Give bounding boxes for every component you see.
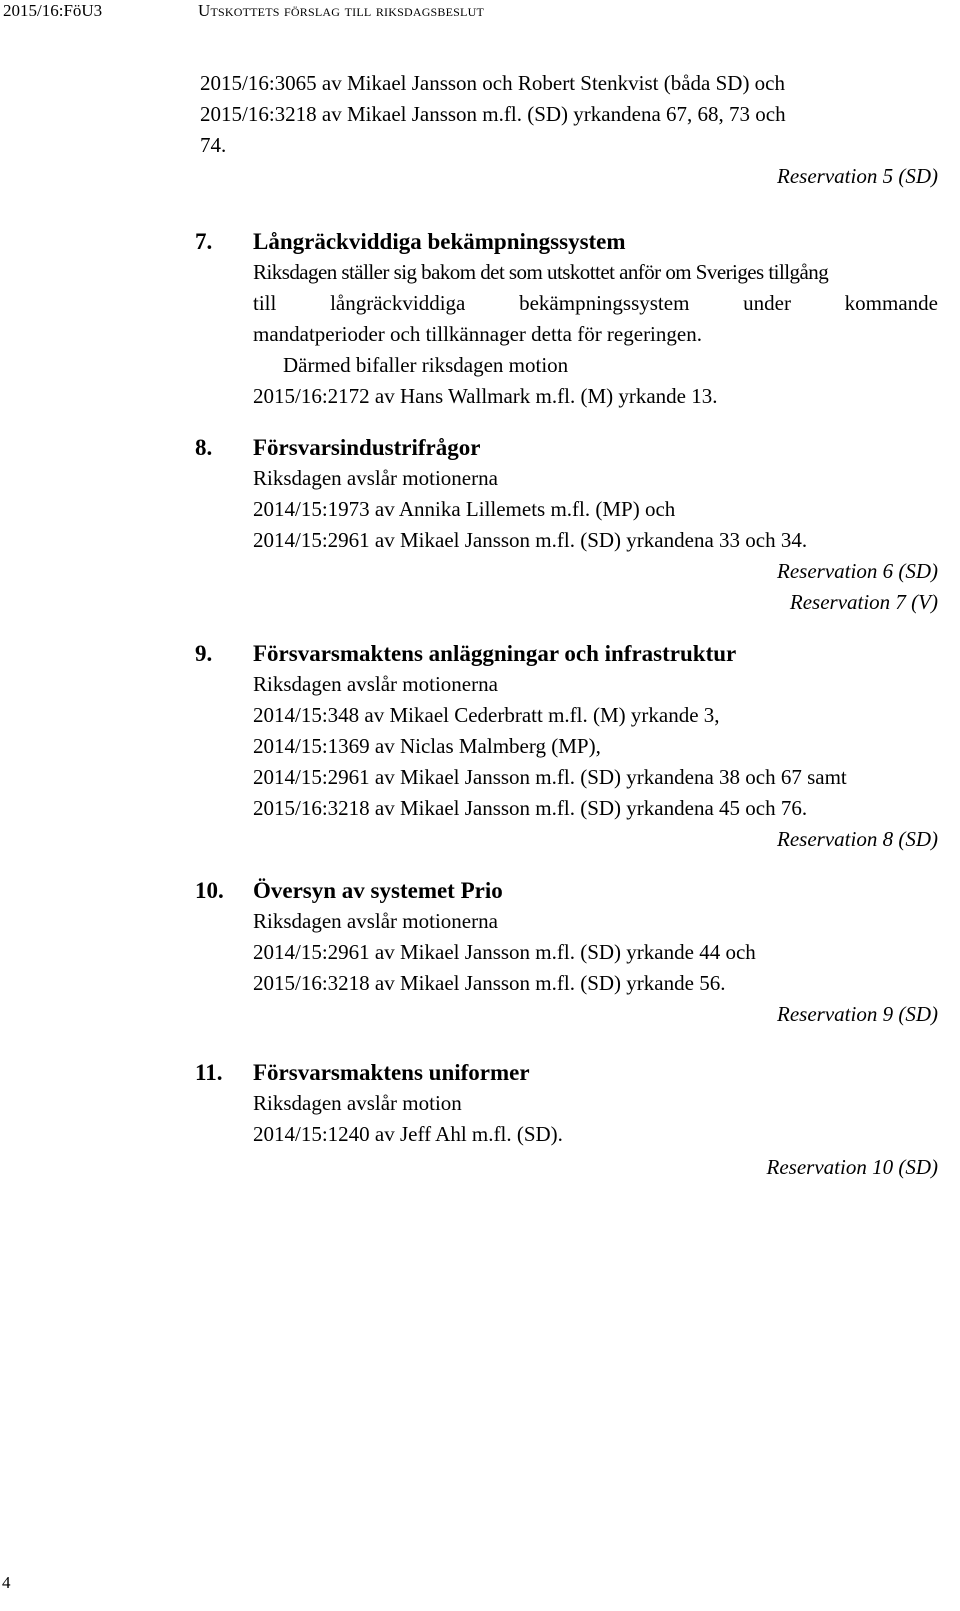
motion-line: 2014/15:348 av Mikael Cederbratt m.fl. (M) yrkande 3, bbox=[253, 703, 720, 727]
reservation-link[interactable]: Reservation 9 (SD) bbox=[777, 1002, 938, 1026]
motion-line: 2015/16:3218 av Mikael Jansson m.fl. (SD) yrkandena 67, 68, 73 och bbox=[200, 102, 786, 126]
section-heading bbox=[195, 875, 938, 906]
decision-text: Riksdagen avslår motion bbox=[253, 1091, 462, 1115]
paragraph-line: till långräckviddiga bekämpningssystem under kommande bbox=[253, 291, 938, 315]
section-heading bbox=[195, 432, 938, 463]
section-body bbox=[200, 1088, 938, 1183]
page-number: 4 bbox=[2, 1573, 11, 1592]
section-title: Försvarsmaktens uniformer bbox=[253, 1060, 530, 1085]
section-10 bbox=[195, 875, 938, 1030]
section-8 bbox=[195, 432, 938, 618]
document-id: 2015/16:FöU3 bbox=[3, 1, 103, 20]
section-body bbox=[200, 906, 938, 1030]
section-title: Översyn av systemet Prio bbox=[253, 878, 503, 903]
decision-text: Riksdagen avslår motionerna bbox=[253, 672, 498, 696]
section-number: 9. bbox=[195, 641, 213, 666]
motion-line: 2014/15:2961 av Mikael Jansson m.fl. (SD) yrkande 44 och bbox=[253, 940, 756, 964]
section-number: 10. bbox=[195, 878, 224, 903]
motion-line: 2015/16:3218 av Mikael Jansson m.fl. (SD) yrkande 56. bbox=[253, 971, 726, 995]
motion-line: 2014/15:1369 av Niclas Malmberg (MP), bbox=[253, 734, 601, 758]
motion-line: 2015/16:3218 av Mikael Jansson m.fl. (SD) yrkandena 45 och 76. bbox=[253, 796, 808, 820]
reservation-link[interactable]: Reservation 10 (SD) bbox=[766, 1155, 938, 1179]
decision-text: Därmed bifaller riksdagen motion bbox=[283, 353, 569, 377]
motion-line: 2015/16:3065 av Mikael Jansson och Robert Stenkvist (båda SD) och bbox=[200, 71, 786, 95]
reservation-link[interactable]: Reservation 8 (SD) bbox=[777, 827, 938, 851]
decision-text: Riksdagen avslår motionerna bbox=[253, 466, 498, 490]
reservation-link[interactable]: Reservation 7 (V) bbox=[789, 590, 938, 614]
motion-line: 2014/15:2961 av Mikael Jansson m.fl. (SD) yrkandena 38 och 67 samt bbox=[253, 765, 847, 789]
section-body bbox=[200, 463, 938, 618]
paragraph-line: Riksdagen ställer sig bakom det som utskottet anför om Sveriges tillgång bbox=[253, 260, 829, 284]
motion-line: 2014/15:1240 av Jeff Ahl m.fl. (SD). bbox=[253, 1122, 563, 1146]
paragraph-line: mandatperioder och tillkännager detta för regeringen. bbox=[253, 322, 702, 346]
header-title: Utskottets förslag till riksdagsbeslut bbox=[198, 1, 484, 20]
reservation-link[interactable]: Reservation 5 (SD) bbox=[777, 164, 938, 188]
motion-line: 2014/15:1973 av Annika Lillemets m.fl. (MP) och bbox=[253, 497, 676, 521]
section-heading bbox=[195, 226, 938, 257]
section-number: 11. bbox=[195, 1060, 223, 1085]
section-title: Försvarsmaktens anläggningar och infrastruktur bbox=[253, 641, 737, 666]
section-11 bbox=[195, 1057, 938, 1183]
motion-line: 2015/16:2172 av Hans Wallmark m.fl. (M) yrkande 13. bbox=[253, 384, 718, 408]
motion-line: 74. bbox=[200, 133, 227, 157]
reservation-link[interactable]: Reservation 6 (SD) bbox=[777, 559, 938, 583]
document-body bbox=[195, 68, 938, 1183]
decision-text: Riksdagen avslår motionerna bbox=[253, 909, 498, 933]
section-number: 8. bbox=[195, 435, 213, 460]
section-body bbox=[200, 669, 938, 855]
motion-line: 2014/15:2961 av Mikael Jansson m.fl. (SD) yrkandena 33 och 34. bbox=[253, 528, 808, 552]
section-number: 7. bbox=[195, 229, 213, 254]
section-7 bbox=[195, 226, 938, 412]
intro-continuation bbox=[200, 68, 938, 192]
section-body bbox=[200, 257, 938, 412]
section-title: Försvarsindustrifrågor bbox=[253, 435, 481, 460]
section-title: Långräckviddiga bekämpningssystem bbox=[253, 229, 626, 254]
section-heading bbox=[195, 1057, 938, 1088]
page-header bbox=[0, 0, 960, 40]
section-9 bbox=[195, 638, 938, 855]
section-heading bbox=[195, 638, 938, 669]
